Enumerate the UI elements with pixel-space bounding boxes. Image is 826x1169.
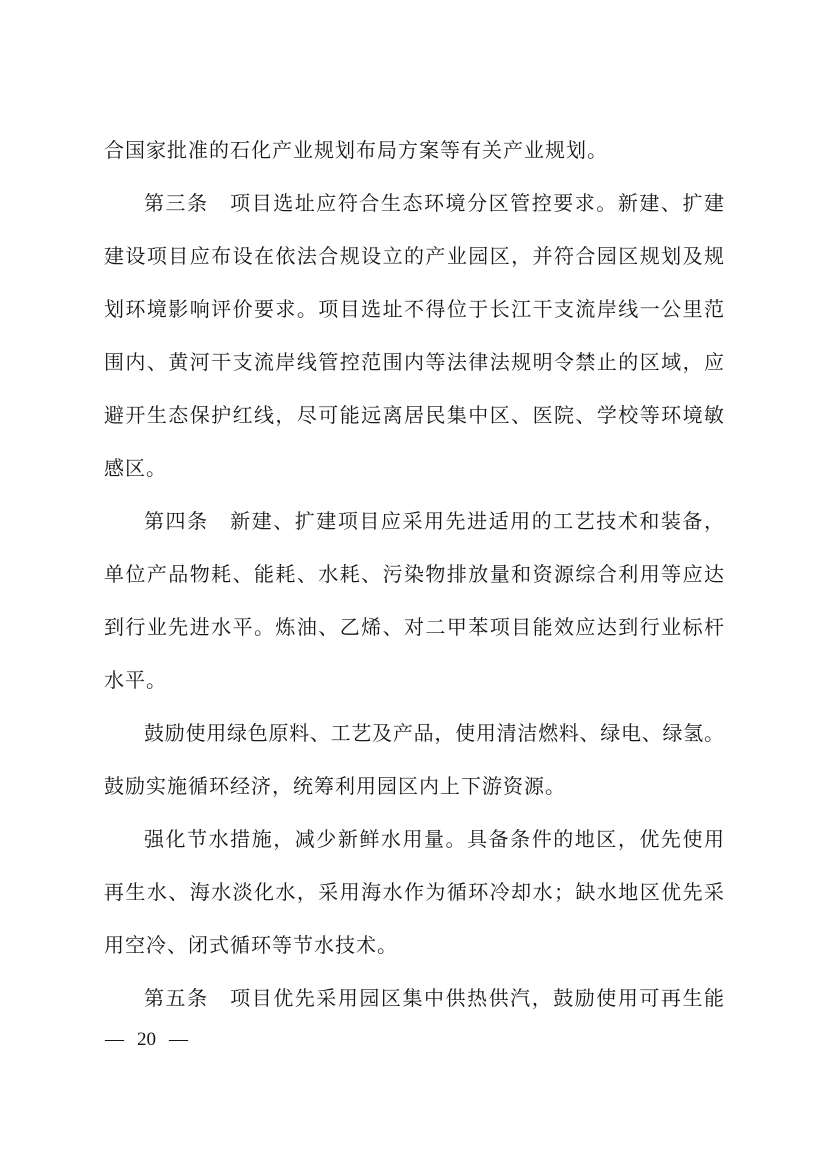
text-line-paragraph-start: 强化节水措施，减少新鲜水用量。具备条件的地区，优先使用 [144, 829, 724, 851]
text-line: 围内、黄河干支流岸线管控范围内等法律法规明令禁止的区域，应 [104, 352, 724, 374]
text-line: 合国家批准的石化产业规划布局方案等有关产业规划。 [104, 140, 608, 162]
footer-left-dash: — [105, 1029, 124, 1050]
text-line: 避开生态保护红线，尽可能远离居民集中区、医院、学校等环境敏 [104, 405, 724, 427]
footer-right-dash: — [169, 1029, 188, 1050]
text-line: 水平。 [104, 670, 167, 692]
text-line: 鼓励实施循环经济，统筹利用园区内上下游资源。 [104, 776, 566, 798]
page-number: 20 [137, 1029, 156, 1050]
text-line: 单位产品物耗、能耗、水耗、污染物排放量和资源综合利用等应达 [104, 564, 724, 586]
text-line: 用空冷、闭式循环等节水技术。 [104, 935, 398, 957]
text-line-paragraph-start: 鼓励使用绿色原料、工艺及产品，使用清洁燃料、绿电、绿氢。 [144, 723, 724, 745]
document-body-text [104, 125, 724, 1026]
text-line: 划环境影响评价要求。项目选址不得位于长江干支流岸线一公里范 [104, 299, 724, 321]
text-line: 建设项目应布设在依法合规设立的产业园区，并符合园区规划及规 [104, 246, 724, 268]
text-line: 到行业先进水平。炼油、乙烯、对二甲苯项目能效应达到行业标杆 [104, 617, 724, 639]
text-line: 感区。 [104, 458, 167, 480]
text-line-article-3-start: 第三条 项目选址应符合生态环境分区管控要求。新建、扩建 [144, 193, 724, 215]
text-line-article-5-start: 第五条 项目优先采用园区集中供热供汽，鼓励使用可再生能 [144, 988, 724, 1010]
page-footer [105, 1025, 188, 1055]
text-line: 再生水、海水淡化水，采用海水作为循环冷却水；缺水地区优先采 [104, 882, 724, 904]
text-line-article-4-start: 第四条 新建、扩建项目应采用先进适用的工艺技术和装备， [144, 511, 724, 533]
